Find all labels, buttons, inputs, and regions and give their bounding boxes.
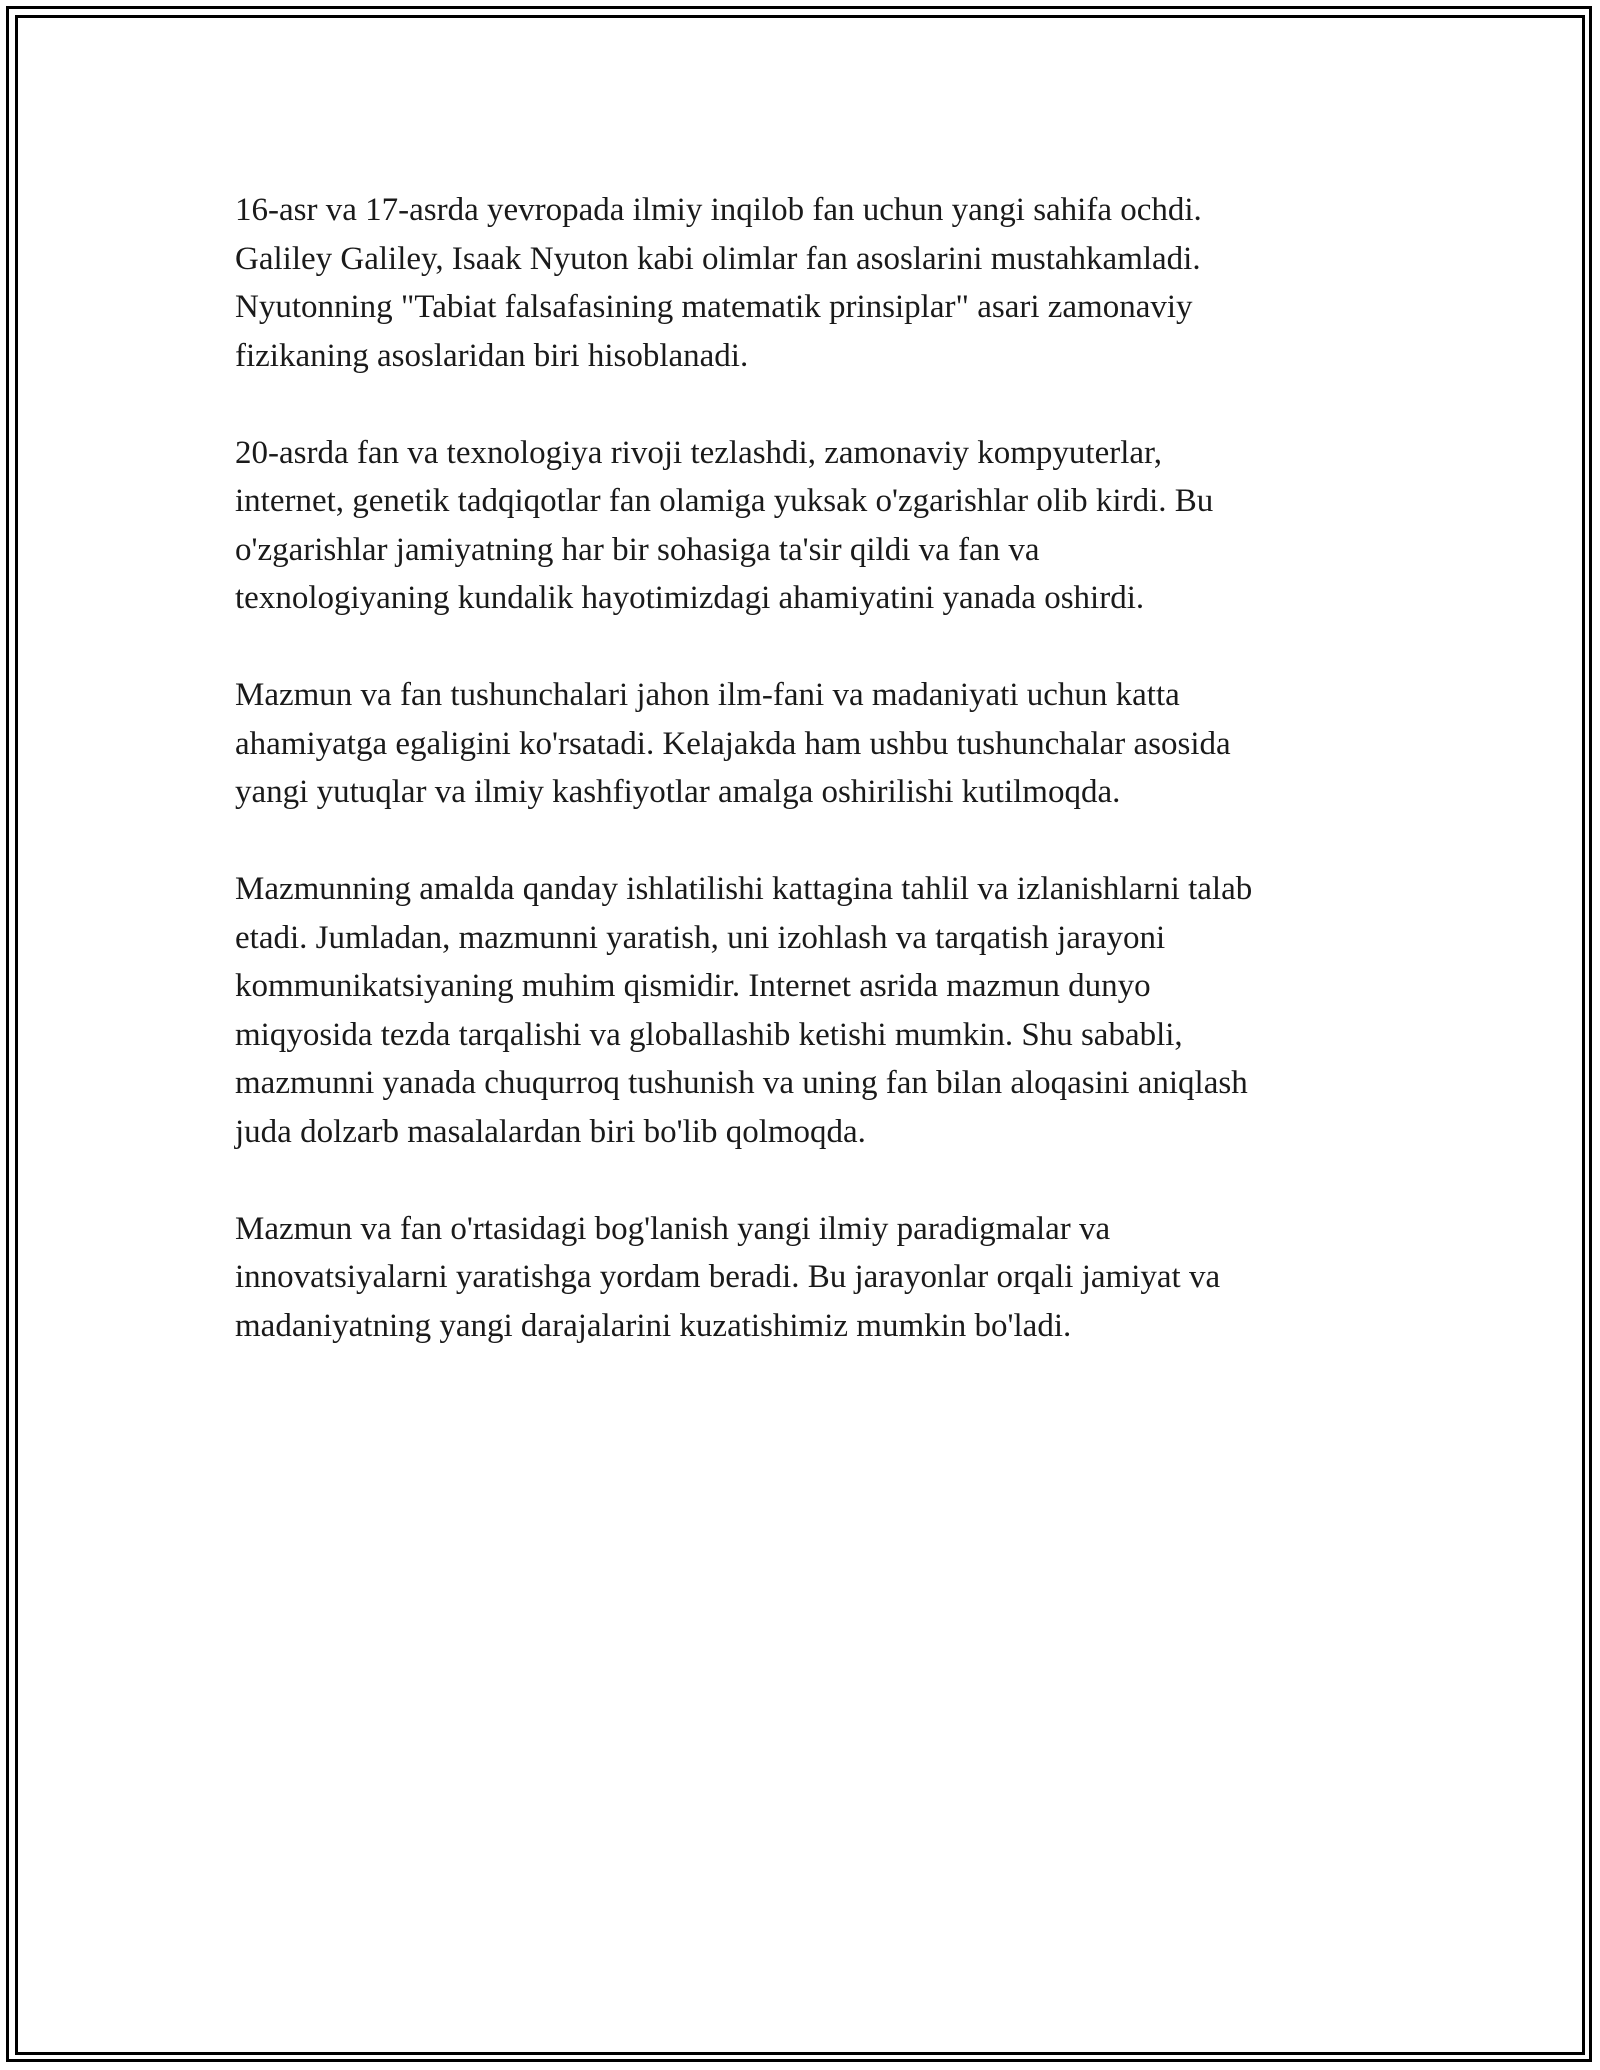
text-line: 20-asrda fan va texnologiya rivoji tezlashdi, zamonaviy kompyuterlar, (235, 434, 1162, 471)
paragraph-1 (235, 186, 1375, 380)
paragraph-2 (235, 429, 1375, 623)
paragraph-3 (235, 671, 1375, 817)
text-line: innovatsiyalarni yaratishga yordam beradi. Bu jarayonlar orqali jamiyat va (235, 1259, 1221, 1295)
text-line: madaniyatning yangi darajalarini kuzatishimiz mumkin bo'ladi. (235, 1307, 1072, 1344)
paragraph-4 (235, 865, 1375, 1156)
text-line: ahamiyatga egaligini ko'rsatadi. Kelajakda ham ushbu tushunchalar asosida (235, 725, 1231, 762)
text-line: Mazmunning amalda qanday ishlatilishi kattagina tahlil va izlanishlarni talab (235, 871, 1253, 907)
text-line: Galiley Galiley, Isaak Nyuton kabi olimlar fan asoslarini mustahkamladi. (235, 240, 1201, 277)
text-line: fizikaning asoslaridan biri hisoblanadi. (235, 337, 749, 374)
paragraph-5 (235, 1205, 1375, 1351)
text-line: etadi. Jumladan, mazmunni yaratish, uni izohlash va tarqatish jarayoni (235, 919, 1166, 956)
text-line: Nyutonning "Tabiat falsafasining matematik prinsiplar" asari zamonaviy (235, 289, 1193, 325)
text-line: mazmunni yanada chuqurroq tushunish va uning fan bilan aloqasini aniqlash (235, 1065, 1248, 1101)
text-line: texnologiyaning kundalik hayotimizdagi ahamiyatini yanada oshirdi. (235, 580, 1145, 616)
text-line: kommunikatsiyaning muhim qismidir. Internet asrida mazmun dunyo (235, 968, 1151, 1004)
text-line: juda dolzarb masalalardan biri bo'lib qolmoqda. (235, 1113, 866, 1150)
text-line: Mazmun va fan o'rtasidagi bog'lanish yangi ilmiy paradigmalar va (235, 1210, 1111, 1247)
text-line: miqyosida tezda tarqalishi va globallashib ketishi mumkin. Shu sababli, (235, 1016, 1183, 1053)
text-line: yangi yutuqlar va ilmiy kashfiyotlar amalga oshirilishi kutilmoqda. (235, 774, 1121, 810)
text-line: 16-asr va 17-asrda yevropada ilmiy inqilob fan uchun yangi sahifa ochdi. (235, 192, 1202, 228)
document-body (235, 186, 1375, 1399)
text-line: internet, genetik tadqiqotlar fan olamiga yuksak o'zgarishlar olib kirdi. Bu (235, 483, 1214, 519)
text-line: Mazmun va fan tushunchalari jahon ilm-fani va madaniyati uchun katta (235, 677, 1180, 713)
text-line: o'zgarishlar jamiyatning har bir sohasiga ta'sir qildi va fan va (235, 531, 1040, 568)
